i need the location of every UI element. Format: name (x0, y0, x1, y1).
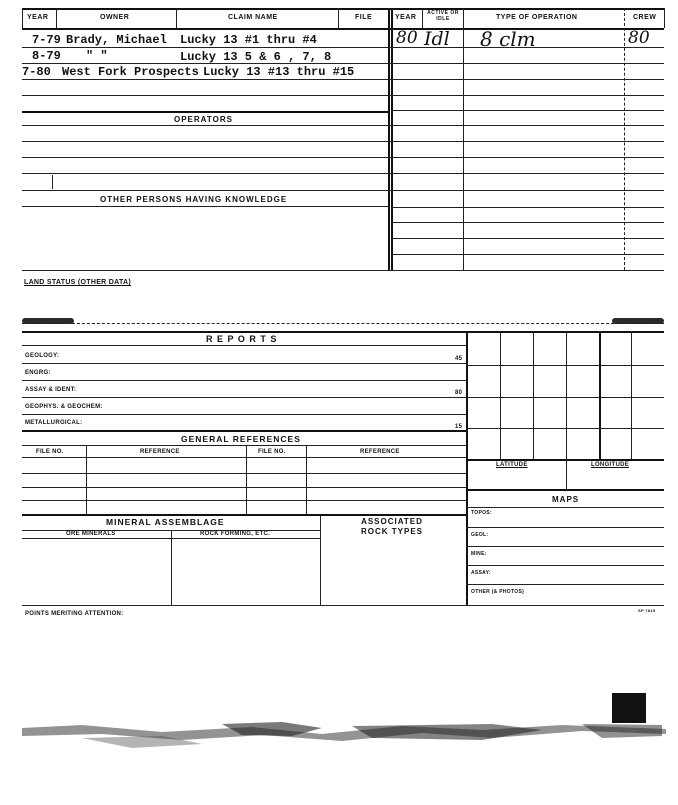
header-year-2: YEAR (395, 14, 417, 21)
map-topos-label: TOPOS: (471, 510, 492, 516)
ownership-row-2-year: 8-79 (32, 49, 61, 63)
handwritten-operation: 8 clm (480, 27, 536, 51)
header-year: YEAR (27, 14, 49, 21)
map-other-label: OTHER (& PHOTOS) (471, 589, 525, 595)
report-engrg-label: ENGRG: (25, 370, 51, 376)
maps-heading: MAPS (552, 495, 580, 504)
ref-file-no-2: FILE NO. (258, 449, 286, 455)
ref-reference-2: REFERENCE (360, 449, 400, 455)
handwritten-status: Idl (424, 28, 450, 50)
report-assay-code: 80 (455, 390, 463, 396)
report-metallurgical-code: 15 (455, 424, 463, 430)
other-persons-heading: OTHER PERSONS HAVING KNOWLEDGE (100, 195, 288, 204)
ref-reference-1: REFERENCE (140, 449, 180, 455)
longitude-label: LONGITUDE (591, 462, 630, 468)
handwritten-year: 80 (396, 28, 418, 48)
header-type-of-operation: TYPE OF OPERATION (496, 14, 578, 21)
points-meriting-attention-label: POINTS MERITING ATTENTION: (25, 611, 124, 617)
reports-heading: R E P O R T S (206, 334, 278, 344)
report-geology-code: 45 (455, 356, 463, 362)
land-status-label: LAND STATUS (OTHER DATA) (24, 279, 132, 286)
map-assay-label: ASSAY: (471, 570, 491, 576)
handwritten-crew: 80 (628, 28, 650, 48)
header-claim-name: CLAIM NAME (228, 14, 278, 21)
mineral-assemblage-heading: MINERAL ASSEMBLAGE (106, 517, 225, 527)
ownership-row-2-claim: Lucky 13 5 & 6 , 7, 8 (180, 50, 332, 64)
ownership-row-3-claim: Lucky 13 #13 thru #15 (203, 65, 355, 79)
header-crew: CREW (633, 14, 657, 21)
general-references-heading: GENERAL REFERENCES (181, 434, 301, 444)
header-owner: OWNER (100, 14, 130, 21)
ownership-row-3-owner: West Fork Prospects (62, 65, 199, 79)
ownership-row-1-claim: Lucky 13 #1 thru #4 (180, 33, 317, 47)
ownership-row-1-year: 7-79 (32, 33, 61, 47)
rock-forming-label: ROCK FORMING, ETC. (200, 531, 271, 537)
ownership-row-1-owner: Brady, Michael (66, 33, 167, 47)
ore-minerals-label: ORE MINERALS (66, 531, 116, 537)
ownership-row-3-year: 7-80 (22, 65, 51, 79)
latitude-label: LATITUDE (496, 462, 528, 468)
ownership-row-2-owner: " " (86, 49, 108, 63)
report-geophys-label: GEOPHYS. & GEOCHEM: (25, 404, 103, 410)
header-file: FILE (355, 14, 373, 21)
report-metallurgical-label: METALLURGICAL: (25, 420, 83, 426)
scan-noise-band (22, 716, 666, 756)
associated-rock-types-heading: ASSOCIATED ROCK TYPES (360, 517, 423, 536)
report-geology-label: GEOLOGY: (25, 353, 60, 359)
report-assay-label: ASSAY & IDENT: (25, 387, 77, 393)
ref-file-no-1: FILE NO. (36, 449, 64, 455)
map-geol-label: GEOL: (471, 532, 489, 538)
operators-heading: OPERATORS (174, 115, 233, 124)
header-active-or-idle: ACTIVE OR IDLE (427, 10, 459, 22)
map-mine-label: MINE: (471, 551, 487, 557)
form-code: SP 7815 (638, 608, 656, 613)
